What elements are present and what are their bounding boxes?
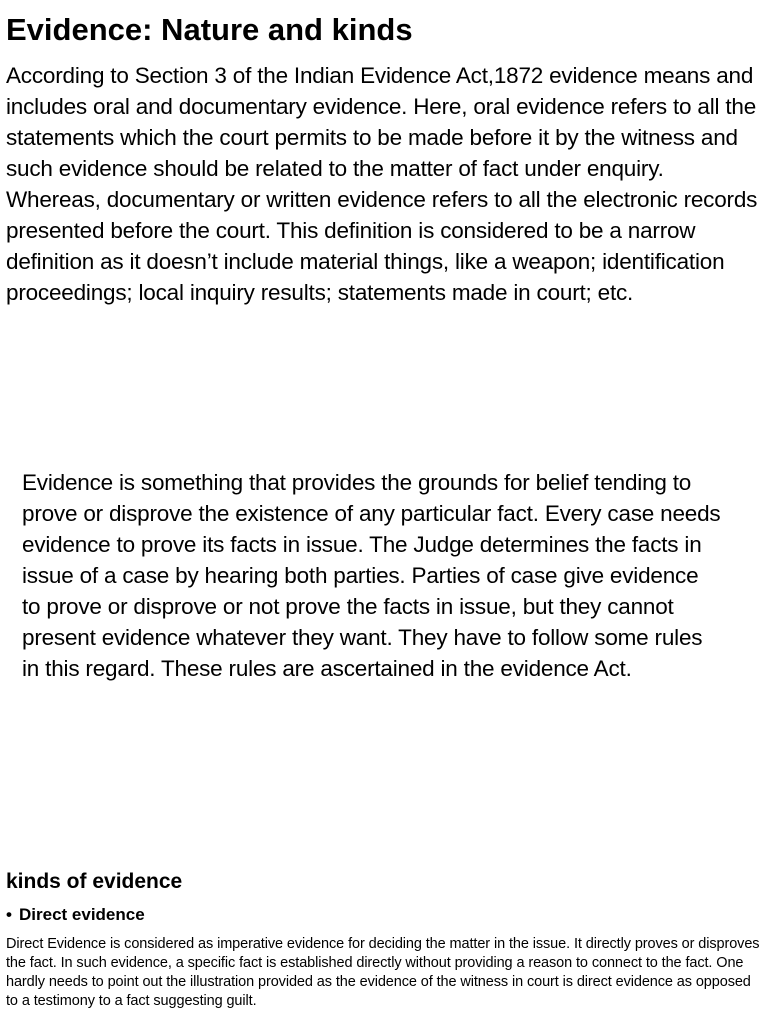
bullet-icon: • [6,905,12,924]
bullet-label: Direct evidence [19,905,145,924]
definition-paragraph: Evidence is something that provides the grounds for belief tending to prove or disprove the existence of any particular fact. Every case needs evidence to prove its facts in issue. The Judge determines the facts in issue of a case by hearing both parties. Parties of case give evidence to prove or disprove or not prove the facts in issue, but they cannot present evidence whatever they want. They have to follow some rules in this regard. These rules are ascertained in the evidence Act. [22,470,721,681]
kinds-of-evidence-heading: kinds of evidence [6,870,183,893]
bullet-item-direct-evidence [6,903,145,927]
direct-evidence-paragraph: Direct Evidence is considered as imperative evidence for deciding the matter in the issue. It directly proves or disproves the fact. In such evidence, a specific fact is established directly without providing a reason to connect to the fact. One hardly needs to point out the illustration provided as the evidence of the witness in court is direct evidence as opposed to a testimony to a fact suggesting guilt. [6,936,760,1009]
page-title: Evidence: Nature and kinds [6,12,413,47]
intro-paragraph: According to Section 3 of the Indian Evidence Act,1872 evidence means and includes oral and documentary evidence. Here, oral evidence refers to all the statements which the court permits to be made before it by the witness and such evidence should be related to the matter of fact under enquiry. Whereas, documentary or written evidence refers to all the electronic records presented before the court. This definition is considered to be a narrow definition as it doesn’t include material things, like a weapon; identification proceedings; local inquiry results; statements made in court; etc. [6,63,758,305]
